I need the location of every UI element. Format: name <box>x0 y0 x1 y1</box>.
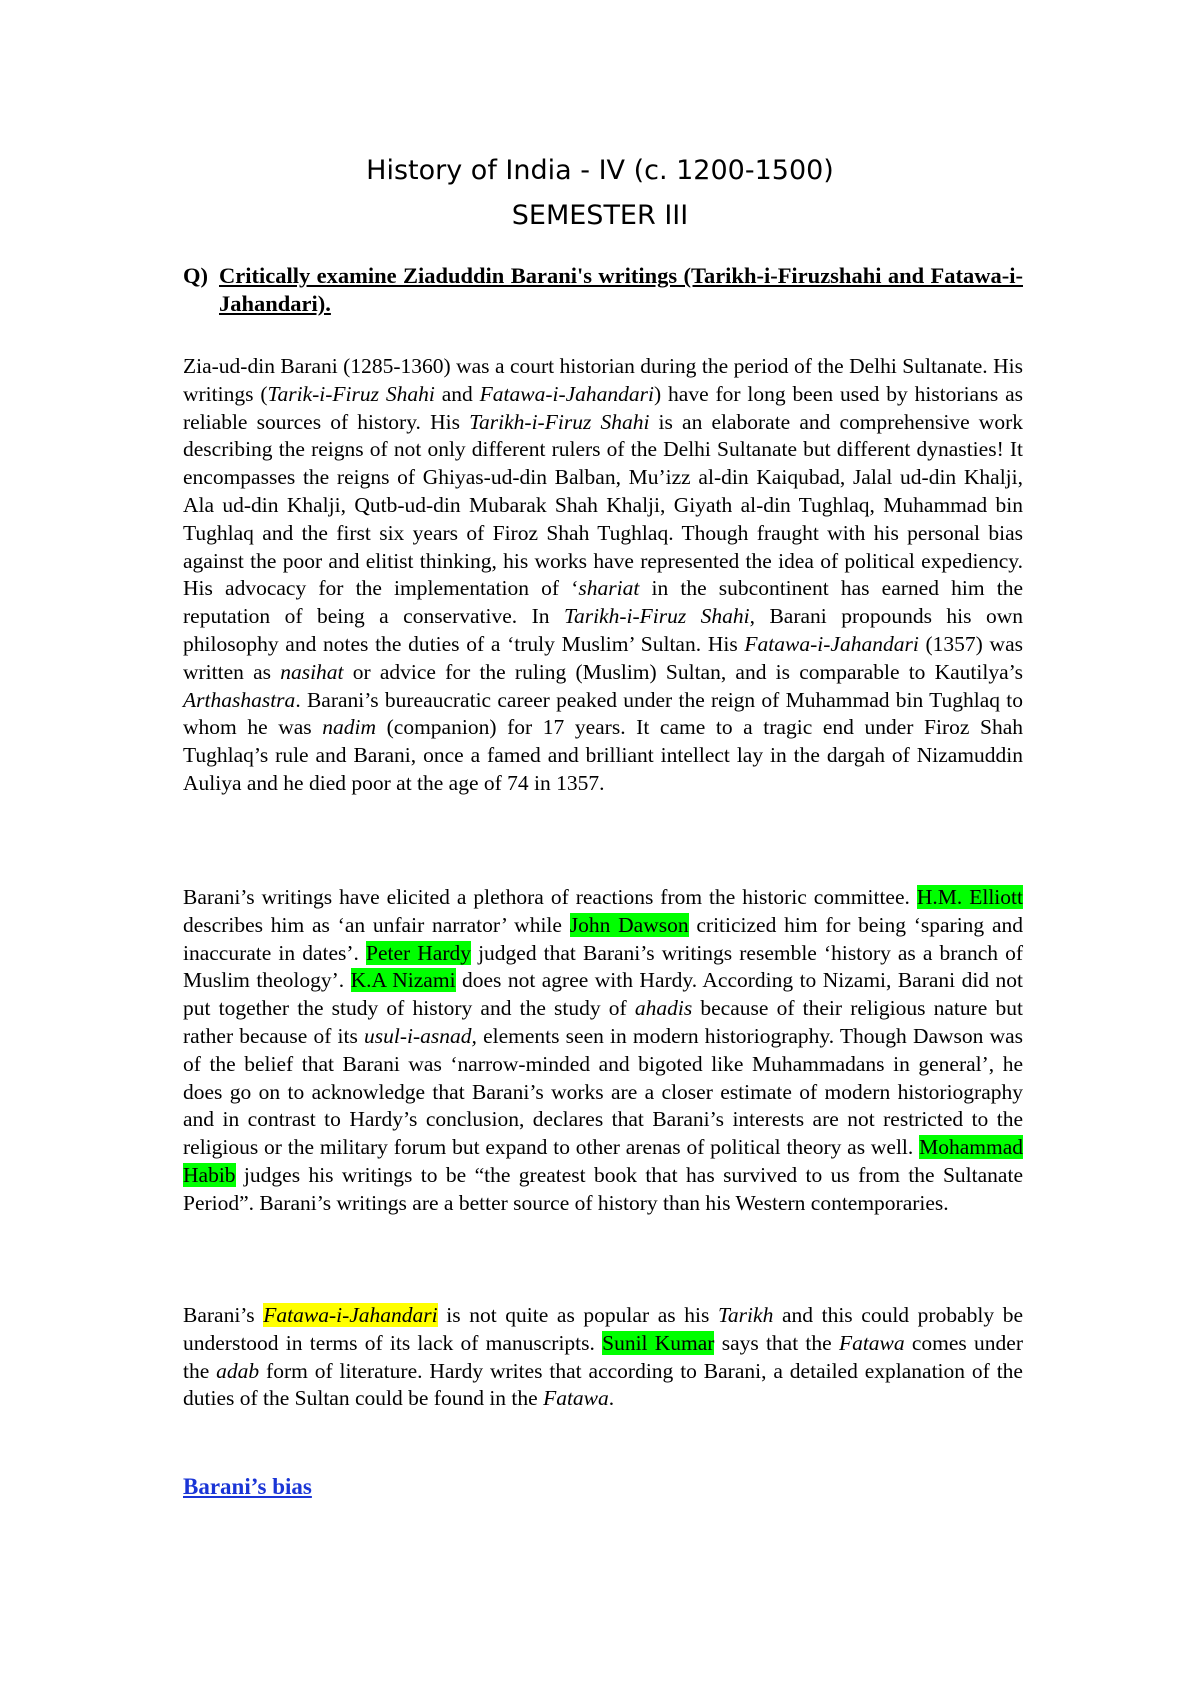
italic-term: usul-i-asnad, <box>364 1023 477 1048</box>
text-run: in the subcontinent has earned him the reputation of being a conservative. In <box>183 576 1023 629</box>
question-text: Critically examine Ziaduddin Barani's writings (Tarikh-i-Firuzshahi and Fatawa-i-Jahandari). <box>219 263 1023 316</box>
italic-term: Fatawa <box>838 1330 905 1355</box>
paragraph-intro <box>183 353 1023 798</box>
text-run: Barani’s writings have elicited a plethora of reactions from the historic committee. <box>183 885 917 909</box>
text-run: judges his writings to be “the greatest book that has survived to us from the Sultanate Period”. Barani’s writings are a better source of history than his Western contemporaries. <box>183 1162 1023 1215</box>
text-run: ) have for long been used by historians as reliable sources of history. His <box>183 381 1023 434</box>
italic-term: adab <box>216 1358 260 1383</box>
italic-term: Fatawa <box>543 1386 609 1411</box>
text-run: criticized him for being ‘sparing and inaccurate in dates’. <box>183 912 1023 965</box>
text-run: Barani’s <box>183 1303 264 1327</box>
italic-term: nasihat <box>280 659 344 684</box>
italic-term: Tarik-i-Firuz Shahi <box>267 381 435 406</box>
italic-term: Tarikh <box>717 1303 774 1327</box>
question-label: Q) <box>183 263 208 288</box>
italic-term: nadim <box>322 715 377 740</box>
paragraph-fatawa <box>183 1302 1023 1413</box>
text-run: elements seen in modern historiography. Though Dawson was of the belief that Barani was ‘narrow-minded and bigoted like Muhammadans in general’, he does go on to acknowledge that Barani’s works are a closer estimate of modern historiography and in contrast to Hardy’s conclusion, declares that Barani’s interests are not restricted to the religious or the military forum but expand to other arenas of political theory as well. <box>183 1023 1024 1160</box>
italic-term: ahadis <box>634 996 693 1021</box>
italic-term: Tarikh-i-Firuz Shahi <box>563 604 750 629</box>
text-run: because of their religious nature but rather because of its <box>183 996 1023 1048</box>
text-run: and <box>434 381 480 406</box>
highlighted-name: John Dawson <box>569 912 689 937</box>
highlighted-name: Sunil Kumar <box>602 1330 715 1355</box>
text-run: or advice for the ruling (Muslim) Sultan, and is comparable to Kautilya’s <box>343 659 1023 684</box>
italic-term: Tarikh-i-Firuz Shahi <box>469 409 650 434</box>
highlighted-name: H.M. Elliott <box>916 885 1023 909</box>
text-run: Zia-ud-din Barani (1285-1360) was a court historian during the period of the Delhi Sultanate. His writings ( <box>183 354 1023 406</box>
document-subtitle: SEMESTER III <box>511 200 689 231</box>
paragraph-reactions <box>183 884 1023 1218</box>
highlighted-name: Peter Hardy <box>366 940 471 965</box>
text-run: says that the <box>714 1330 839 1355</box>
text-run: is an elaborate and comprehensive work describing the reigns of not only different rulers of the Delhi Sultanate but different dynasties! It encompasses the reigns of Ghiyas-ud-din Balban, Mu’izz al-din Kaiqubad, Jalal ud-din Khalji, Ala ud-din Khalji, Qutb-ud-din Mubarak Shah Khalji, Giyath al-din Tughlaq, Muhammad bin Tughlaq and the first six years of Firoz Shah Tughlaq. Though fraught with his personal bias against the poor and elitist thinking, his works have represented the idea of political expediency. His advocacy for the implementation of ‘ <box>183 409 1023 601</box>
italic-term: Fatawa-i-Jahandari <box>744 631 919 656</box>
text-run: does not agree with Hardy. According to Nizami, Barani did not put together the study of history and the study of <box>183 968 1023 1021</box>
document-title: History of India - IV (c. 1200-1500) <box>366 155 834 186</box>
highlighted-name: K.A Nizami <box>350 968 456 993</box>
highlighted-name: Mohammad Habib <box>183 1135 1023 1187</box>
text-run: form of literature. Hardy writes that according to Barani, a detailed explanation of the duties of the Sultan could be found in the <box>183 1358 1023 1411</box>
text-run: (companion) for 17 years. It came to a tragic end under Firoz Shah Tughlaq’s rule and Barani, once a famed and brilliant intellect lay in the dargah of Nizamuddin Auliya and he died poor at the age of 74 in 1357. <box>183 715 1024 795</box>
text-run: (1357) was written as <box>183 631 1023 684</box>
text-run: judged that Barani’s writings resemble ‘history as a branch of Muslim theology’. <box>183 940 1023 993</box>
italic-term: Fatawa-i-Jahandari <box>479 381 654 406</box>
italic-term: shariat <box>578 576 640 601</box>
text-run: and this could probably be understood in terms of its lack of manuscripts. <box>183 1303 1023 1355</box>
italic-term: Arthashastra <box>183 687 296 712</box>
text-run: . Barani’s bureaucratic career peaked under the reign of Muhammad bin Tughlaq to whom he was <box>183 687 1023 740</box>
text-run: , Barani propounds his own philosophy and notes the duties of a ‘truly Muslim’ Sultan. His <box>183 604 1023 656</box>
question-block <box>183 262 1023 318</box>
text-run: . <box>608 1386 615 1411</box>
text-run: is not quite as popular as his <box>437 1303 718 1327</box>
highlighted-title: Fatawa-i-Jahandari <box>263 1303 438 1327</box>
text-run: comes under the <box>183 1330 1023 1383</box>
text-run: describes him as ‘an unfair narrator’ while <box>183 912 570 937</box>
section-heading-baranis-bias: Barani’s bias <box>183 1474 312 1499</box>
